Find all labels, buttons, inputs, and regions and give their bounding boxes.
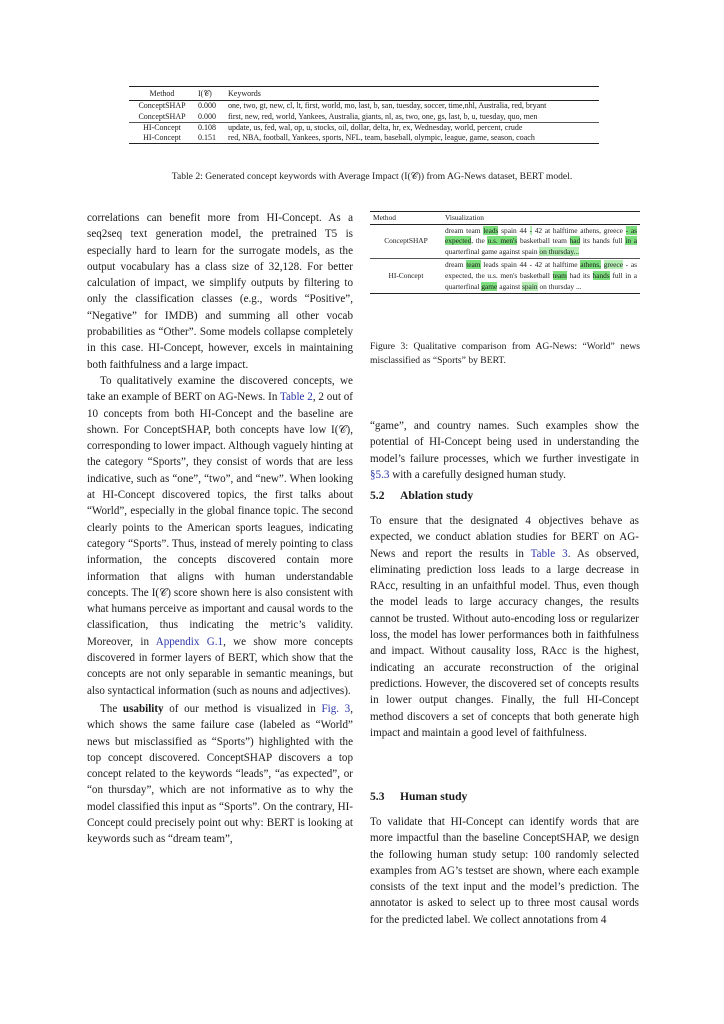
table-row [129,112,599,123]
table-2 [129,86,599,144]
figure-header-visualization: Visualization [442,212,640,225]
figure-visualization-text: dream team leads spain 44 - 42 at halftime athens, greece - as expected, the u.s. men's basketball team had its hands full in a quarterfinal game against spain on thursday ... [442,259,640,294]
paragraph: To validate that HI-Concept can identify words that are more impactful than the baseline ConceptSHAP, we design the following human study setup: 100 randomly selected examples from AG’s testset are shown, where each example consists of the text input and the model’s prediction. The annotator is asked to select up to three most causal words for the predicted label. We collect annotations from 4 [370,816,639,926]
figure-3-link[interactable]: Fig. 3 [321,702,351,715]
section-5-3-body [370,814,639,928]
section-5-3-link[interactable]: §5.3 [370,468,390,481]
paragraph: “game”, and country names. Such examples show the potential of HI-Concept being used in understanding the model’s failure processes, which we further investigate in §5.3 with a carefully designed human study. [370,420,639,481]
table-row [129,133,599,144]
paragraph: To qualitatively examine the discovered concepts, we take an example of BERT on AG-News. In Table 2, 2 out of 10 concepts from both HI-Concept and the baseline are shown. For ConceptSHAP, both concepts have low I(𝒞), corresponding to lower impact. Although vaguely hinting at the category “Sports”, they consist of words that are less indicative, such as “one”, “two”, and “new”. When looking at HI-Concept discovered topics, the first talks about “World”, especially in the global finance topic. The second clearly points to the American sports leagues, indicating category “Sports”. Thus, instead of merely pointing to class information, the concepts discovered contain more information that aligns with human understandable concepts. The I(𝒞) score shown here is also consistent with what humans perceive as important and causal words to the classification, thus indicating the metric’s validity. Moreover, in Appendix G.1, we show more concepts discovered in former layers of BERT, which show that the concepts are not only separable in semantic meanings, but also syntactical information (such as nouns and adjectives). [87,374,354,697]
table-cell-method: HI-Concept [129,133,195,144]
appendix-g1-link[interactable]: Appendix G.1 [155,635,224,648]
table-cell-impact: 0.108 [195,122,225,133]
table-cell-keywords: first, new, red, world, Yankees, Australia, giants, nl, as, two, one, gs, last, b, u, tuesday, quo, men [228,111,538,121]
figure-3-caption: Figure 3: Qualitative comparison from AG-News: “World” news misclassified as “Sports” by BERT. [370,341,640,366]
table-header-keywords: Keywords [225,87,599,101]
figure-3 [370,211,640,294]
table-cell-keywords: update, us, fed, wal, op, u, stocks, oil, dollar, delta, hr, ex, Wednesday, world, percent, crude [225,122,599,133]
highlighted-token: team [466,260,481,270]
highlighted-token: - [529,225,533,235]
highlighted-token: spain [521,281,538,291]
table-cell-impact: 0.000 [198,111,216,121]
figure-row-conceptshap [370,224,640,259]
section-5-2-body [370,513,639,741]
figure-row-hi-concept [370,259,640,294]
table-cell-method: ConceptSHAP [138,111,186,121]
left-column [87,210,353,848]
highlighted-token: on thursday... [539,246,580,256]
highlighted-token: leads [483,225,499,235]
paragraph: correlations can benefit more from HI-Concept. As a seq2seq text generation model, the pretrained T5 is especially hard to learn for the surrogate models, as the output vocabulary has a class size of 32,128. For better calculation of impact, we simplify outputs by filtering to only the classification classes (e.g., words “Positive”, “Negative” for IMDB) and summing all other vocab probabilities as “Other”. Some models collapse completely in this case. HI-Concept, however, excels in maintaining both faithfulness and a large impact. [87,212,353,371]
highlighted-token: in a [625,236,637,246]
highlighted-token: athens, [580,260,601,270]
highlighted-token: game [481,281,498,291]
table-header-impact: I(𝒞) [195,87,225,101]
table-3-link[interactable]: Table 3 [530,547,568,560]
table-cell-method: HI-Concept [129,122,195,133]
paragraph: To ensure that the designated 4 objectives behave as expected, we conduct ablation studies for BERT on AG-News and report the results in Table 3. As observed, eliminating prediction loss leads to a large decrease in RAcc, resulting in an unfaithful model. Thus, even though the model leads to large accuracy changes, the results cannot be trusted. Without auto-encoding loss or regularizer loss, the model has lower performances both in faithfulness and impact. Without causality loss, RAcc is the highest, indicating an accurate reconstruction of the original predictions. However, the discovered set of concepts results in lower output changes. Finally, the full HI-Concept method discovers a set of concepts that both generate high impact and maintain a good level of faithfulness. [370,515,639,739]
figure-visualization-text: dream team leads spain 44 - 42 at halftime athens, greece - as expected, the u.s. men's basketball team had its hands full in a quarterfinal game against spain on thursday... [445,225,637,256]
section-heading-5-3: 5.3 Human study [370,790,468,803]
highlighted-token: - as expected [445,225,637,246]
table-2-link[interactable]: Table 2 [280,391,313,404]
table-row [129,101,599,112]
table-row [129,122,599,133]
highlighted-token: greece [603,260,623,270]
table-cell-impact: 0.000 [198,101,216,111]
highlighted-token: u.s. men's [487,236,518,246]
highlighted-token: had [569,236,581,246]
table-2-caption: Table 2: Generated concept keywords with Average Impact (I(𝒞)) from AG-News dataset, BERT model. [171,171,573,182]
section-heading-5-2: 5.2 Ablation study [370,489,474,502]
table-cell-keywords: one, two, gt, new, cl, lt, first, world, mo, last, b, san, tuesday, soccer, time,nhl, Australia, red, bryant [228,101,547,111]
figure-header-method: Method [370,212,442,225]
table-cell-keywords: red, NBA, football, Yankees, sports, NFL, team, baseball, olympic, league, game, season, coach [225,133,599,144]
highlighted-token: hands [592,270,610,280]
paragraph: The usability of our method is visualized in Fig. 3, which shows the same failure case (labeled as “World” news but misclassified as “Sports”) highlighted with the top concept discovered. ConceptSHAP discovers a top concept related to the keywords “leads”, “as expected”, or “on thursday”, which are not informative as to why the model classified this input as “Sports”. On the contrary, HI-Concept could precisely point out why: BERT is looking at keywords such as “dream team”, [87,702,353,846]
table-cell-method: ConceptSHAP [138,101,186,111]
figure-method-label: HI-Concept [370,259,442,294]
right-column-intro [370,418,639,483]
table-header-method: Method [129,87,195,101]
figure-method-label: ConceptSHAP [384,236,428,246]
table-cell-impact: 0.151 [195,133,225,144]
highlighted-token: team [552,270,567,280]
